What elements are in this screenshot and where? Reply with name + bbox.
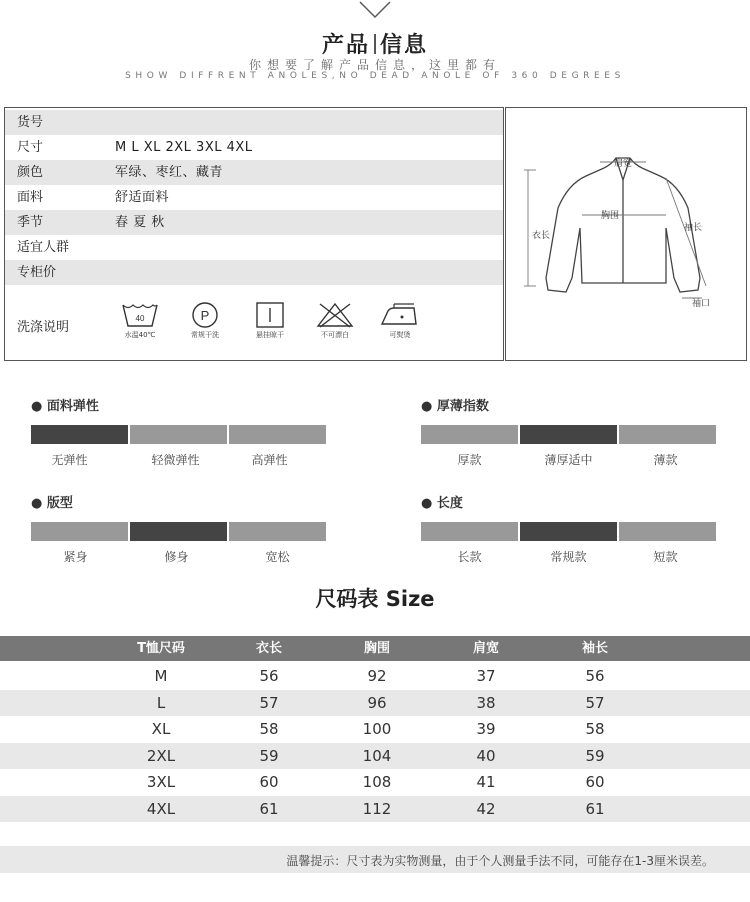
scale-title: ● 厚薄指数: [421, 399, 489, 414]
dry-clean-icon: P 常规干洗: [175, 302, 235, 352]
info-row-season: 季节 春 夏 秋: [5, 210, 503, 235]
scale-segment-2: [229, 522, 326, 541]
scale-option: 长款: [457, 550, 482, 564]
table-row: L 57 96 38 57: [0, 690, 750, 716]
table-row: M 56 92 37 56: [154, 667, 605, 685]
title-part-b: 信息: [380, 33, 429, 58]
scale-title: ● 面料弹性: [31, 399, 99, 414]
scale-title: ● 版型: [31, 496, 73, 511]
scale-segment-1: [130, 425, 227, 444]
info-row-audience: 适宜人群: [17, 240, 70, 255]
scale-option: 无弹性: [51, 453, 88, 467]
hang-dry-icon: 悬挂晾干: [240, 302, 300, 352]
subtitle: 你想要了解产品信息，这里都有: [248, 58, 501, 72]
info-row-item-no: 货号: [5, 110, 503, 135]
svg-text:40: 40: [135, 314, 145, 323]
garment-measurement-diagram: [505, 107, 747, 361]
table-row: 3XL 60 108 41 60: [146, 773, 605, 791]
measurement-note: [0, 846, 750, 873]
info-row-price: 专柜价: [5, 260, 503, 285]
info-row-fabric: 面料 舒适面料: [17, 190, 170, 205]
scale-segment-0: [31, 425, 128, 444]
wash-label: 洗涤说明: [17, 320, 70, 335]
scale-bars: [421, 425, 718, 444]
scale-option: 短款: [653, 550, 678, 564]
table-row: 2XL 59 104 40 59: [0, 743, 750, 769]
title-divider: [374, 34, 376, 54]
note-text: 温馨提示：尺寸表为实物测量，由于个人测量手法不同，可能存在1-3厘米误差。: [286, 854, 714, 868]
wash-instructions: [5, 292, 503, 360]
no-bleach-icon: 不可漂白: [305, 302, 365, 352]
subtitle-english: SHOW DIFFRENT ANOLES,NO DEAD ANOLE OF 360 DEGREES: [125, 71, 625, 81]
title-part-a: 产品: [321, 33, 370, 58]
scale-segment-2: [619, 522, 716, 541]
scale-option: 薄厚适中: [544, 453, 593, 467]
scale-option: 修身: [164, 550, 189, 564]
scale-option: 紧身: [63, 550, 88, 564]
scale-bars: [31, 522, 328, 541]
length-label: 衣长: [532, 230, 551, 240]
shirt-outline-icon: [506, 108, 746, 360]
chest-label: 胸围: [600, 210, 620, 220]
sleeve-label: 袖长: [684, 222, 703, 232]
column-header: 胸围: [363, 641, 390, 656]
column-header: 肩宽: [472, 641, 499, 656]
column-header: T恤尺码: [137, 641, 185, 656]
column-header: 袖长: [581, 641, 608, 656]
scale-segment-1: [130, 522, 227, 541]
wash-40-icon: 40 水温40℃: [110, 302, 170, 352]
scale-option: 轻微弹性: [151, 453, 200, 467]
scale-thickness: [421, 395, 718, 475]
scale-segment-0: [421, 522, 518, 541]
shoulder-label: 肩宽: [613, 158, 633, 168]
page-title: [0, 28, 750, 59]
scale-segment-0: [31, 522, 128, 541]
product-info-box: [4, 107, 504, 361]
table-row: XL 58 100 39 58: [151, 720, 605, 738]
scale-segment-1: [520, 522, 617, 541]
scale-fit: [31, 492, 328, 572]
cuff-label: 袖口: [692, 298, 711, 308]
info-row-color: 颜色 军绿、枣红、藏青: [5, 160, 503, 185]
scale-bars: [31, 425, 328, 444]
scale-bars: [421, 522, 718, 541]
scale-option: 常规款: [550, 550, 587, 564]
scale-option: 宽松: [265, 550, 290, 564]
scale-option: 高弹性: [251, 453, 288, 467]
column-header: 衣长: [255, 641, 282, 656]
info-row-size: 尺寸 M L XL 2XL 3XL 4XL: [17, 140, 253, 155]
scale-segment-2: [619, 425, 716, 444]
scale-segment-2: [229, 425, 326, 444]
scale-title: ● 长度: [421, 496, 463, 511]
scale-segment-1: [520, 425, 617, 444]
table-row: 4XL 61 112 42 61: [0, 796, 750, 822]
iron-icon: 可熨烫: [370, 302, 430, 352]
scale-length: [421, 492, 718, 572]
size-table-header: [0, 636, 750, 661]
scale-segment-0: [421, 425, 518, 444]
scale-option: 薄款: [653, 453, 678, 467]
scale-option: 厚款: [457, 453, 482, 467]
svg-text:P: P: [200, 308, 210, 323]
size-table-title: 尺码表 Size: [315, 587, 435, 611]
chevron-down-icon: [358, 0, 392, 20]
scale-elasticity: [31, 395, 328, 475]
